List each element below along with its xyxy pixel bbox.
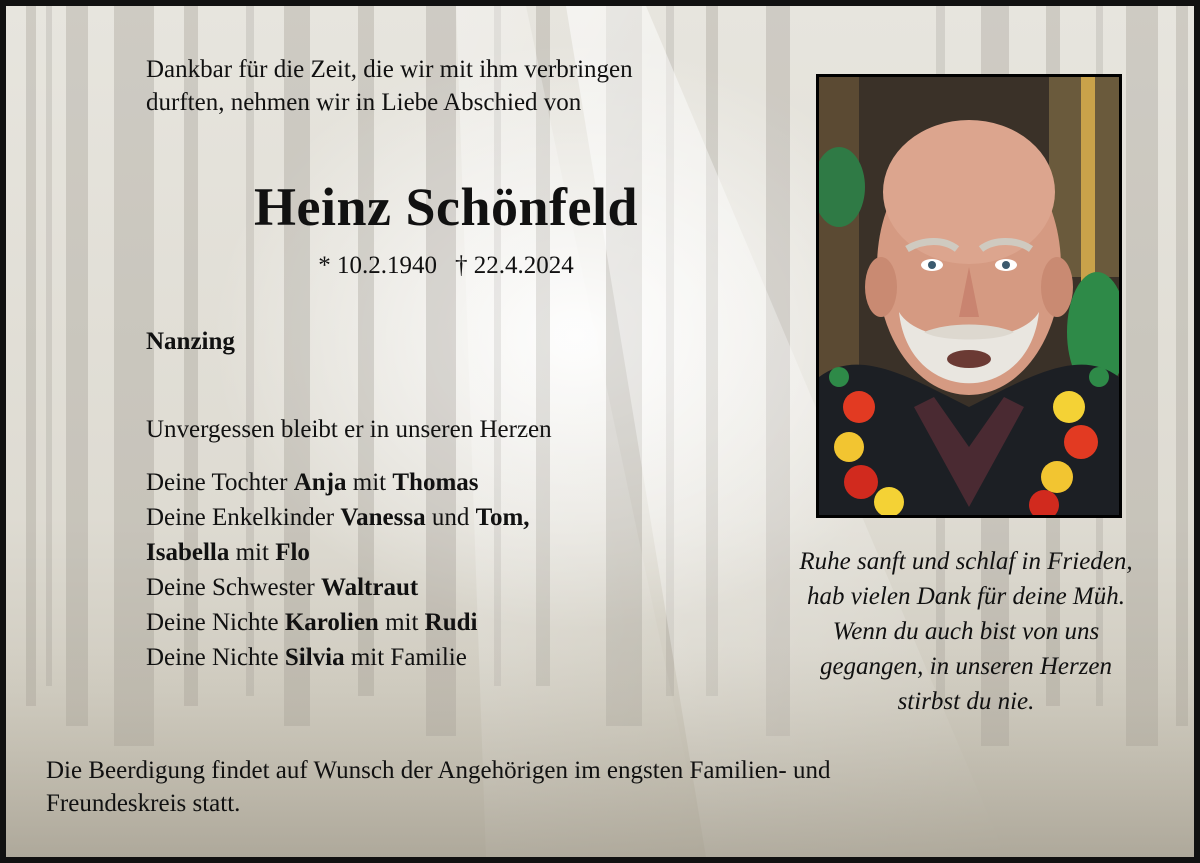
deceased-name: Heinz Schönfeld [253,177,639,237]
mourner-name: Anja [293,469,347,496]
poem-line: Wenn du auch bist von uns [832,618,1100,645]
connector-text: mit [346,469,393,496]
intro-line-2: durften, nehmen wir in Liebe Abschied von [146,89,582,116]
funeral-line-2: Freundeskreis statt. [46,790,241,817]
mourner-line [146,605,766,640]
mourner-name: Vanessa [340,504,426,531]
death-date: † 22.4.2024 [455,252,574,279]
mourner-name: Silvia [284,644,345,671]
intro-text [146,53,766,119]
relation-text: Deine Tochter [146,469,294,496]
mourner-name: Thomas [392,469,479,496]
birth-date: * 10.2.1940 [318,252,437,279]
mourner-name: Karolien [284,609,379,636]
connector-text: mit Familie [344,644,467,671]
hometown: Nanzing [146,328,235,355]
mourners-list [146,465,766,675]
mourner-name: Isabella [146,539,230,566]
poem-line: stirbst du nie. [897,688,1035,715]
life-dates [146,252,746,280]
mourner-line [146,535,766,570]
mourner-line [146,465,766,500]
mourner-line [146,570,766,605]
connector-text: und [425,504,476,531]
poem-line: hab vielen Dank für deine Müh. [807,583,1125,610]
poem-line: Ruhe sanft und schlaf in Frieden, [799,548,1133,575]
mourner-line [146,500,766,535]
connector-text: mit [229,539,276,566]
intro-line-1: Dankbar für die Zeit, die wir mit ihm verbringen [146,56,633,83]
memorial-poem [756,544,1176,719]
portrait-photo [816,74,1122,518]
mourner-name: Tom, [475,504,530,531]
relation-text: Deine Enkelkinder [146,504,341,531]
relation-text: Deine Nichte [146,644,285,671]
portrait-illustration [819,77,1119,515]
relation-text: Deine Schwester [146,574,321,601]
relation-text: Deine Nichte [146,609,285,636]
mourner-name: Waltraut [320,574,419,601]
unforgotten-line: Unvergessen bleibt er in unseren Herzen [146,416,552,443]
mourner-name: Flo [275,539,310,566]
funeral-notice [46,754,1046,820]
connector-text: mit [378,609,425,636]
mourner-line [146,640,766,675]
funeral-line-1: Die Beerdigung findet auf Wunsch der Angehörigen im engsten Familien- und [46,757,831,784]
poem-line: gegangen, in unseren Herzen [819,653,1113,680]
mourner-name: Rudi [424,609,478,636]
